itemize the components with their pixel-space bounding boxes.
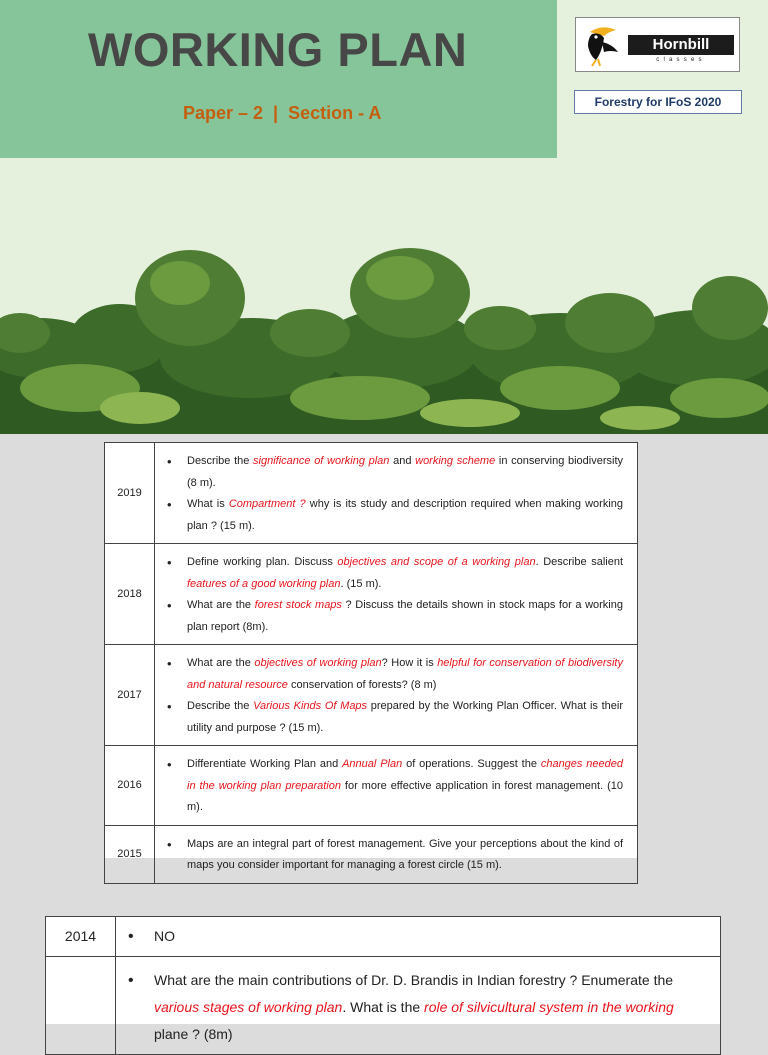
table-row xyxy=(105,645,638,746)
questions-table-page-2 xyxy=(45,916,721,1042)
questions-cell xyxy=(155,645,638,746)
questions-cell xyxy=(155,825,638,883)
question-text: Maps are an integral part of forest management. Give your perceptions about the kind of maps you consider important for managing a forest circle (15 m). xyxy=(187,837,623,871)
questions-cell xyxy=(155,443,638,544)
highlighted-phrase: changes needed in the working plan preparation xyxy=(187,758,623,792)
question-text: plane ? (8m) xyxy=(154,1026,233,1042)
question-text: NO xyxy=(154,928,175,944)
year-cell: 2015 xyxy=(105,825,155,883)
highlighted-phrase: features of a good working plan xyxy=(187,577,341,590)
question-text: of operations. Suggest the xyxy=(402,758,541,770)
question-text: Describe the xyxy=(187,455,254,467)
question-item xyxy=(167,552,623,595)
table-row xyxy=(105,825,638,883)
question-text: Differentiate Working Plan and xyxy=(187,758,343,770)
highlighted-phrase: various stages of working plan xyxy=(154,999,343,1015)
highlighted-phrase: objectives of working plan xyxy=(254,657,382,669)
question-text: ? How it is xyxy=(381,657,438,669)
question-item xyxy=(167,653,623,696)
question-text: What is xyxy=(187,498,229,510)
title-band xyxy=(0,0,557,158)
question-text: for more effective application in forest management. (10 m). xyxy=(187,779,623,813)
table-row xyxy=(105,746,638,826)
question-text: Describe the xyxy=(187,700,254,712)
question-text: and xyxy=(389,455,416,467)
hornbill-logo xyxy=(575,17,740,72)
question-item xyxy=(167,754,623,819)
question-item xyxy=(167,696,623,739)
questions-cell xyxy=(155,746,638,826)
year-cell: 2017 xyxy=(105,645,155,746)
question-item xyxy=(167,451,623,494)
highlighted-phrase: Annual Plan xyxy=(342,758,403,770)
highlighted-phrase: working scheme xyxy=(415,455,496,467)
page-title: WORKING PLAN xyxy=(88,23,468,76)
questions-table-page-1 xyxy=(104,442,638,871)
questions-table xyxy=(45,916,721,1055)
table-row xyxy=(105,443,638,544)
question-item xyxy=(128,967,706,1048)
table-row xyxy=(46,957,721,1055)
question-text: in conserving biodiversity (8 m). xyxy=(187,455,624,489)
table-row xyxy=(46,917,721,957)
highlighted-phrase: objectives and scope of a working plan xyxy=(337,556,536,568)
question-item xyxy=(167,595,623,638)
year-cell: 2018 xyxy=(105,544,155,645)
question-text: prepared by the Working Plan Officer. What is their utility and purpose ? (15 m). xyxy=(187,700,623,734)
year-cell: 2019 xyxy=(105,443,155,544)
question-text: . (15 m). xyxy=(340,577,382,590)
highlighted-phrase: Compartment ? xyxy=(228,498,306,510)
questions-cell xyxy=(116,917,721,957)
question-text: What are the xyxy=(187,657,255,669)
table-row xyxy=(105,544,638,645)
cover-header xyxy=(0,0,768,434)
question-text: What are the main contributions of Dr. D. Brandis in Indian forestry ? Enumerate the xyxy=(154,972,674,988)
question-text: Define working plan. Discuss xyxy=(187,556,338,568)
question-item xyxy=(128,923,706,950)
highlighted-phrase: role of silvicultural system in the working xyxy=(424,999,674,1015)
highlighted-phrase: helpful for conservation of biodiversity and natural resource xyxy=(187,657,623,691)
questions-cell xyxy=(155,544,638,645)
hornbill-bird-icon xyxy=(582,22,622,68)
course-label: Forestry for IFoS 2020 xyxy=(574,90,742,114)
question-item xyxy=(167,494,623,537)
forest-canopy-image xyxy=(0,238,768,434)
highlighted-phrase: significance of working plan xyxy=(253,455,390,467)
question-text: . Describe salient xyxy=(535,556,623,568)
question-text: why is its study and description required when making working plan ? (15 m). xyxy=(187,498,623,532)
question-item xyxy=(167,834,623,877)
question-text: . What is the xyxy=(342,999,425,1015)
questions-table xyxy=(104,442,638,884)
paper-section-subtitle: Paper – 2 | Section - A xyxy=(183,103,382,123)
year-cell: 2014 xyxy=(46,917,116,957)
highlighted-phrase: forest stock maps xyxy=(254,599,342,611)
year-cell: 2016 xyxy=(105,746,155,826)
question-text: ? Discuss the details shown in stock maps for a working plan report (8m). xyxy=(187,599,623,633)
logo-sub-text: classes xyxy=(656,57,706,63)
year-cell xyxy=(46,957,116,1055)
questions-cell xyxy=(116,957,721,1055)
logo-brand-text: Hornbill xyxy=(628,35,734,55)
question-text: What are the xyxy=(187,599,255,611)
question-text: conservation of forests? (8 m) xyxy=(287,678,437,691)
highlighted-phrase: Various Kinds Of Maps xyxy=(253,700,368,712)
